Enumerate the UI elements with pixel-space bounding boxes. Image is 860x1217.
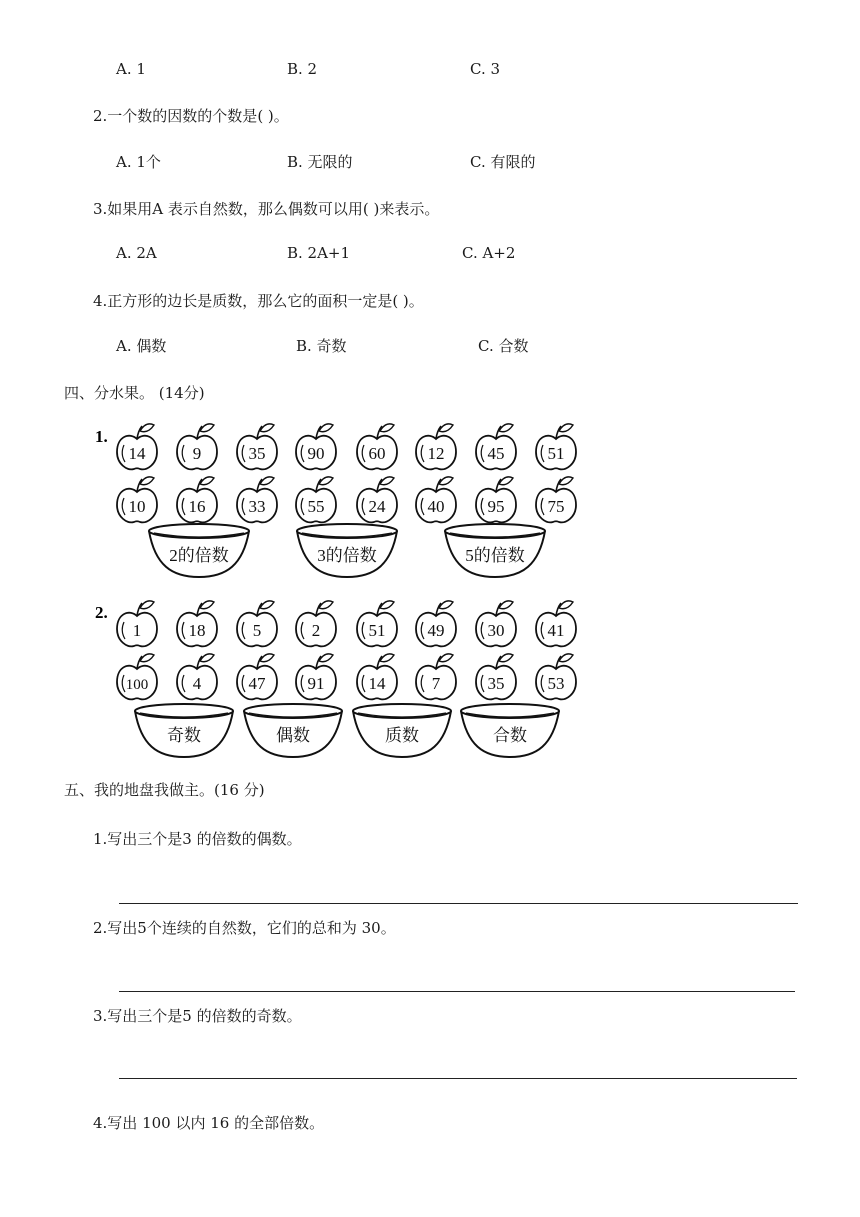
bowl-label: 3的倍数: [317, 546, 377, 565]
apple-p1-r1-6: [476, 424, 516, 469]
apple-p2-r2-2: [237, 654, 277, 699]
apple-leaf: [200, 477, 214, 485]
q4-option-a: A. 偶数: [116, 337, 167, 355]
apple-leaf: [200, 601, 214, 609]
apple-number: 10: [128, 497, 146, 516]
apple-p1-r2-2: [237, 477, 277, 522]
apple-number: 24: [368, 497, 386, 516]
apple-leaf: [439, 654, 453, 662]
apple-number: 14: [368, 674, 386, 693]
q2-option-a: A. 1个: [116, 153, 161, 171]
apple-leaf: [499, 601, 513, 609]
q1-option-c: C. 3: [470, 60, 501, 78]
apple-p2-r2-7: [536, 654, 576, 699]
apple-p2-r2-0: [117, 654, 157, 699]
apple-leaf: [140, 654, 154, 662]
bowl-p1-1: [297, 524, 397, 577]
apple-number: 90: [307, 444, 325, 463]
apple-leaf: [439, 477, 453, 485]
apple-number: 47: [248, 674, 266, 693]
bowl-rim: [445, 524, 545, 538]
task-2: 2.写出5个连续的自然数，它们的总和为 30。: [93, 919, 396, 937]
apple-leaf: [319, 601, 333, 609]
apple-number: 95: [487, 497, 505, 516]
apple-leaf: [499, 424, 513, 432]
q3-option-b: B. 2A+1: [287, 244, 351, 262]
apple-leaf: [439, 424, 453, 432]
apple-number: 1: [132, 621, 142, 640]
apple-p2-r1-7: [536, 601, 576, 646]
apple-number: 91: [307, 674, 325, 693]
q2-text: 2.一个数的因数的个数是( )。: [93, 107, 289, 125]
apple-number: 53: [547, 674, 565, 693]
bowl-label: 合数: [493, 726, 527, 745]
apple-p2-r1-2: [237, 601, 277, 646]
apple-number: 35: [487, 674, 505, 693]
q1-option-b: B. 2: [287, 60, 318, 78]
bowl-rim: [244, 704, 342, 718]
part2-label: 2.: [95, 603, 108, 622]
apple-leaf: [439, 601, 453, 609]
bowl-label: 5的倍数: [465, 546, 525, 565]
bowl-label: 偶数: [276, 726, 310, 745]
apple-leaf: [200, 654, 214, 662]
apple-number: 41: [547, 621, 565, 640]
apple-number: 5: [252, 621, 262, 640]
section5-title: 五、我的地盘我做主。(16 分): [64, 781, 265, 799]
apple-leaf: [140, 477, 154, 485]
apple-p2-r2-3: [296, 654, 336, 699]
bowl-label: 质数: [385, 726, 419, 745]
apple-number: 100: [125, 677, 149, 693]
apple-number: 33: [248, 497, 266, 516]
answer-line-3[interactable]: [119, 1078, 797, 1079]
apple-p1-r1-3: [296, 424, 336, 469]
task-4: 4.写出 100 以内 16 的全部倍数。: [93, 1114, 325, 1132]
apple-leaf: [499, 654, 513, 662]
apple-number: 16: [188, 497, 206, 516]
q3-option-c: C. A+2: [462, 244, 516, 262]
q1-option-a: A. 1: [116, 60, 146, 78]
apple-number: 40: [427, 497, 445, 516]
apple-number: 45: [487, 444, 505, 463]
apple-leaf: [380, 601, 394, 609]
apple-leaf: [260, 424, 274, 432]
apple-p1-r1-0: [117, 424, 157, 469]
apple-leaf: [380, 477, 394, 485]
apple-number: 51: [547, 444, 565, 463]
bowl-p1-2: [445, 524, 545, 577]
apple-number: 14: [128, 444, 146, 463]
apple-p2-r2-4: [357, 654, 397, 699]
apple-p2-r1-3: [296, 601, 336, 646]
bowl-rim: [135, 704, 233, 718]
apple-leaf: [499, 477, 513, 485]
part1-label: 1.: [95, 427, 108, 446]
apple-p2-r2-6: [476, 654, 516, 699]
apple-number: 51: [368, 621, 386, 640]
task-1: 1.写出三个是3 的倍数的偶数。: [93, 830, 302, 848]
apple-p1-r2-3: [296, 477, 336, 522]
bowl-rim: [149, 524, 249, 538]
q4-text: 4.正方形的边长是质数，那么它的面积一定是( )。: [93, 292, 424, 310]
apple-leaf: [559, 601, 573, 609]
apple-number: 12: [427, 444, 445, 463]
apple-number: 49: [427, 621, 445, 640]
apple-number: 2: [311, 621, 321, 640]
apple-leaf: [260, 477, 274, 485]
apple-leaf: [140, 424, 154, 432]
apple-p2-r2-1: [177, 654, 217, 699]
apple-p1-r1-1: [177, 424, 217, 469]
bowl-p2-1: [244, 704, 342, 757]
apple-leaf: [319, 424, 333, 432]
apple-p1-r2-4: [357, 477, 397, 522]
answer-line-1[interactable]: [119, 903, 798, 904]
apple-p1-r2-6: [476, 477, 516, 522]
apple-p1-r1-2: [237, 424, 277, 469]
section4-title: 四、分水果。 (14分): [64, 384, 205, 402]
apple-p1-r1-7: [536, 424, 576, 469]
bowl-rim: [353, 704, 451, 718]
answer-line-2[interactable]: [119, 991, 795, 992]
apple-p2-r1-6: [476, 601, 516, 646]
apple-p1-r1-5: [416, 424, 456, 469]
apple-leaf: [260, 601, 274, 609]
apple-p1-r2-7: [536, 477, 576, 522]
apple-number: 75: [547, 497, 565, 516]
apple-leaf: [200, 424, 214, 432]
bowl-label: 2的倍数: [169, 546, 229, 565]
apple-p2-r1-4: [357, 601, 397, 646]
apple-leaf: [140, 601, 154, 609]
apple-number: 7: [431, 674, 441, 693]
apple-number: 55: [307, 497, 325, 516]
q4-option-b: B. 奇数: [296, 337, 347, 355]
apple-p1-r2-5: [416, 477, 456, 522]
q3-text: 3.如果用A 表示自然数，那么偶数可以用( )来表示。: [93, 200, 440, 218]
apple-p2-r1-5: [416, 601, 456, 646]
apple-number: 30: [487, 621, 505, 640]
bowl-p1-0: [149, 524, 249, 577]
apple-p1-r2-1: [177, 477, 217, 522]
bowl-label: 奇数: [167, 726, 201, 745]
apple-number: 35: [248, 444, 266, 463]
bowl-p2-3: [461, 704, 559, 757]
apple-number: 9: [192, 444, 202, 463]
apple-number: 4: [192, 674, 202, 693]
apple-leaf: [559, 424, 573, 432]
apple-p2-r2-5: [416, 654, 456, 699]
apple-leaf: [319, 477, 333, 485]
apple-p1-r2-0: [117, 477, 157, 522]
apple-leaf: [559, 654, 573, 662]
bowl-rim: [461, 704, 559, 718]
q3-option-a: A. 2A: [116, 244, 157, 262]
bowl-p2-2: [353, 704, 451, 757]
apple-p1-r1-4: [357, 424, 397, 469]
apple-p2-r1-1: [177, 601, 217, 646]
apple-number: 18: [188, 621, 206, 640]
apple-leaf: [559, 477, 573, 485]
q2-option-b: B. 无限的: [287, 153, 353, 171]
q4-option-c: C. 合数: [478, 337, 529, 355]
bowl-p2-0: [135, 704, 233, 757]
apple-leaf: [380, 654, 394, 662]
q2-option-c: C. 有限的: [470, 153, 536, 171]
fruit-sorting-figure: [0, 415, 620, 765]
bowl-rim: [297, 524, 397, 538]
apple-leaf: [380, 424, 394, 432]
apple-leaf: [319, 654, 333, 662]
apple-leaf: [260, 654, 274, 662]
apple-number: 60: [368, 444, 386, 463]
apple-p2-r1-0: [117, 601, 157, 646]
task-3: 3.写出三个是5 的倍数的奇数。: [93, 1007, 302, 1025]
